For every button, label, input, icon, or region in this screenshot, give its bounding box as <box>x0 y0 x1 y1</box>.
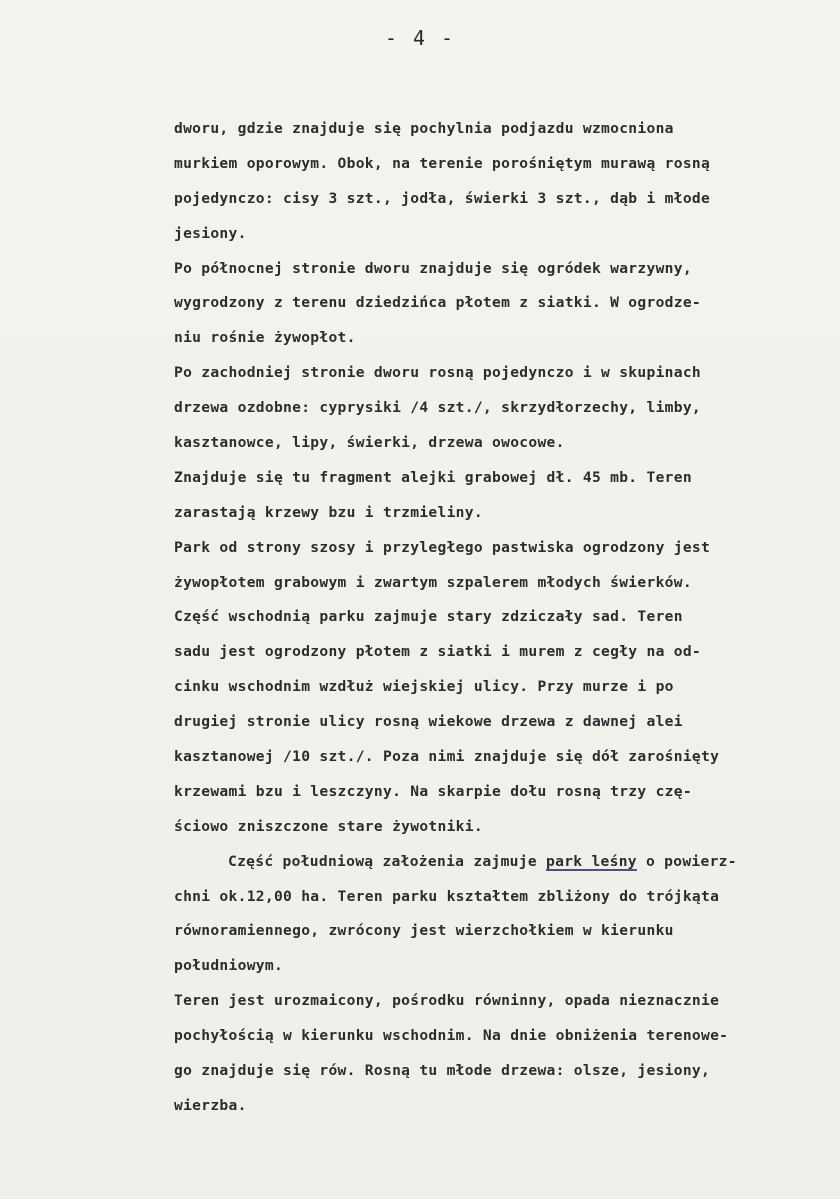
text-line: niu rośnie żywopłot. <box>174 329 356 347</box>
text-line: żywopłotem grabowym i zwartym szpalerem młodych świerków. <box>174 573 692 591</box>
text-line: drugiej stronie ulicy rosną wiekowe drzewa z dawnej alei <box>174 713 683 731</box>
text-segment: o powierz- <box>636 852 737 870</box>
text-line: wygrodzony z terenu dziedzińca płotem z siatki. W ogrodze- <box>174 294 701 312</box>
text-line: pochyłością w kierunku wschodnim. Na dnie obniżenia terenowe- <box>174 1027 729 1045</box>
text-line: murkiem oporowym. Obok, na terenie porośniętym murawą rosną <box>174 154 711 172</box>
text-line: południowym. <box>174 957 284 975</box>
text-line: Po północnej stronie dworu znajduje się ogródek warzywny, <box>174 259 692 277</box>
text-line: ściowo zniszczone stare żywotniki. <box>174 817 483 835</box>
body-text <box>174 112 824 1124</box>
text-line: Część wschodnią parku zajmuje stary zdziczały sad. Teren <box>174 608 683 626</box>
text-line: sadu jest ogrodzony płotem z siatki i murem z cegły na od- <box>174 643 701 661</box>
text-segment: Część południową założenia zajmuje <box>228 852 547 870</box>
text-line: Po zachodniej stronie dworu rosną pojedynczo i w skupinach <box>174 364 701 382</box>
text-line: Teren jest urozmaicony, pośrodku równinny, opada nieznacznie <box>174 992 720 1010</box>
text-line: go znajduje się rów. Rosną tu młode drzewa: olsze, jesiony, <box>174 1062 711 1080</box>
text-line-paragraph-start <box>174 845 824 880</box>
underlined-phrase: park leśny <box>546 852 637 870</box>
text-line: równoramiennego, zwrócony jest wierzchołkiem w kierunku <box>174 922 674 940</box>
text-line: chni ok.12,00 ha. Teren parku kształtem zbliżony do trójkąta <box>174 887 720 905</box>
text-line: dworu, gdzie znajduje się pochylnia podjazdu wzmocniona <box>174 120 674 137</box>
text-line: wierzba. <box>174 1096 247 1114</box>
text-line: cinku wschodnim wzdłuż wiejskiej ulicy. Przy murze i po <box>174 678 674 696</box>
text-line: kasztanowej /10 szt./. Poza nimi znajduje się dół zarośnięty <box>174 748 720 766</box>
text-line: Park od strony szosy i przyległego pastwiska ogrodzony jest <box>174 538 711 556</box>
text-line: zarastają krzewy bzu i trzmieliny. <box>174 503 483 521</box>
text-line: Znajduje się tu fragment alejki grabowej dł. 45 mb. Teren <box>174 468 692 486</box>
text-line: jesiony. <box>174 224 247 242</box>
text-line: pojedynczo: cisy 3 szt., jodła, świerki 3 szt., dąb i młode <box>174 189 711 207</box>
page-number: - 4 - <box>384 26 456 50</box>
text-line: krzewami bzu i leszczyny. Na skarpie dołu rosną trzy czę- <box>174 782 692 800</box>
text-line: kasztanowce, lipy, świerki, drzewa owocowe. <box>174 434 565 452</box>
text-line: drzewa ozdobne: cyprysiki /4 szt./, skrzydłorzechy, limby, <box>174 399 701 417</box>
